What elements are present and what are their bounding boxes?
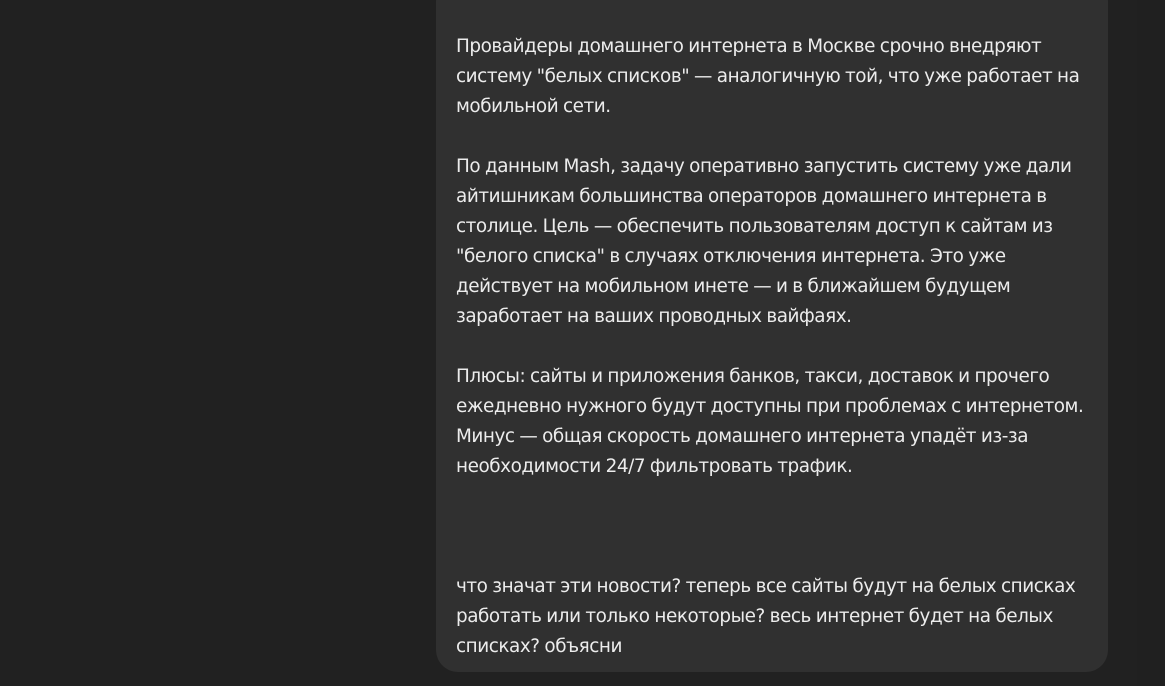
message-paragraph-1: Провайдеры домашнего интернета в Москве срочно внедряют систему "белых списков" — аналогичную той, что уже работает на мобильной сети. bbox=[456, 36, 1080, 117]
user-message-bubble bbox=[436, 0, 1108, 672]
message-paragraph-3: Плюсы: сайты и приложения банков, такси, доставок и прочего ежедневно нужного будут доступны при проблемах с интернетом. Минус — общая скорость домашнего интернета упадёт из-за необходимости 24/7 фильтровать трафик. bbox=[456, 366, 1084, 477]
scrollbar-track[interactable] bbox=[1137, 0, 1165, 686]
message-paragraph-2: По данным Mash, задачу оперативно запустить систему уже дали айтишникам большинства операторов домашнего интернета в столице. Цель — обеспечить пользователям доступ к сайтам из "белого списка" в случаях отключения интернета. Это уже действует на мобильном инете — и в ближайшем будущем заработает на ваших проводных вайфаях. bbox=[456, 156, 1072, 327]
message-question: что значат эти новости? теперь все сайты будут на белых списках работать или только некоторые? весь интернет будет на белых списках? объясни bbox=[456, 576, 1076, 657]
